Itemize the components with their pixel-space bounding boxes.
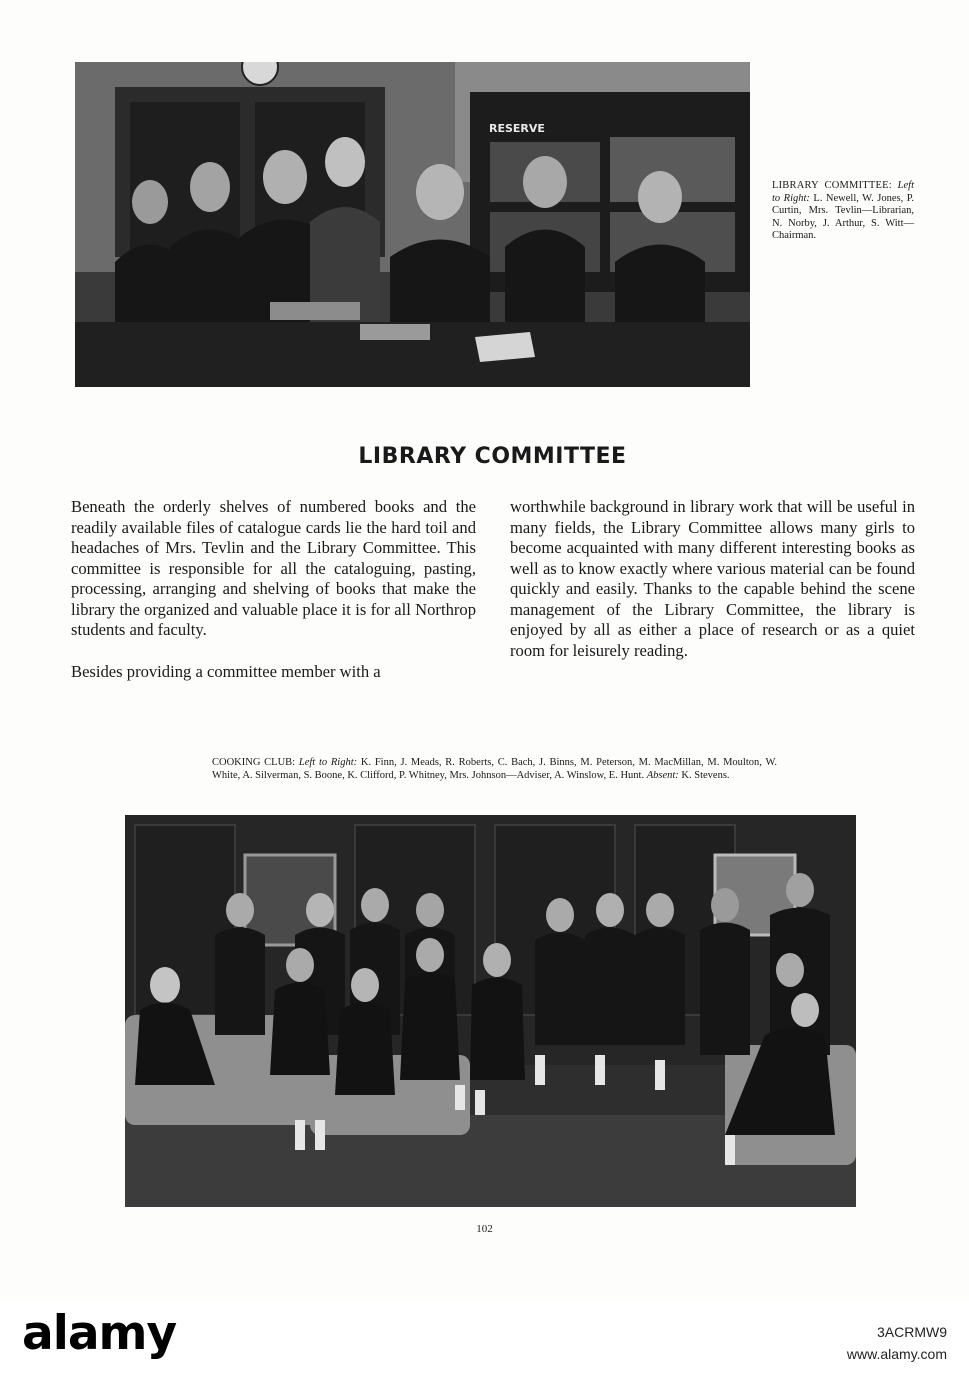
image-id: 3ACRMW9 [876, 1324, 947, 1340]
cooking-caption-absent-label: Absent: [646, 770, 679, 781]
caption-names: L. Newell, W. Jones, P. Curtin, Mrs. Tevlin—Librarian, N. Norby, J. Arthur, S. Witt—Chairman. [772, 192, 914, 241]
article-column-left [71, 497, 476, 703]
paragraph-1: Beneath the orderly shelves of numbered books and the readily available files of catalogue cards lie the hard toil and headaches of Mrs. Tevlin and the Library Committee. This committee is responsible for all the cataloguing, pasting, processing, arranging and shelving of books that make the library the organized and valuable place it is for all Northrop students and faculty. [71, 497, 476, 639]
cooking-caption-lead: COOKING CLUB: [212, 757, 296, 768]
library-committee-caption [772, 180, 914, 243]
cooking-club-caption [212, 756, 777, 782]
cooking-caption-names: K. Finn, J. Meads, R. Roberts, C. Bach, J. Binns, M. Peterson, M. MacMillan, M. Moulton, W. White, A. Silverman, S. Boone, K. Clifford, P. Whitney, Mrs. Johnson—Adviser, A. Winslow, E. Hunt. [212, 757, 778, 781]
cooking-caption-left-to-right: Left to Right: [298, 757, 358, 768]
article-column-right [510, 497, 915, 682]
cooking-caption-absent-names: K. Stevens. [681, 770, 730, 781]
paragraph-2-start: Besides providing a committee member with a [71, 661, 381, 681]
alamy-logo: alamy [22, 1306, 177, 1361]
cooking-club-photo [125, 815, 856, 1207]
reserve-sign: RESERVE [489, 122, 545, 135]
watermark-url: www.alamy.com [846, 1346, 947, 1362]
paragraph-2-continued: worthwhile background in library work that will be useful in many fields, the Library Committee allows many girls to become acquainted with many different interesting books as well as to know exactly where various material can be found quickly and easily. Thanks to the capable behind the scene management of the Library Committee, the library is enjoyed by all as either a place of research or as a quiet room for leisurely reading. [510, 497, 915, 660]
caption-lead: LIBRARY COMMITTEE: [772, 180, 892, 191]
page-number: 102 [476, 1223, 493, 1235]
library-committee-photo [75, 62, 750, 387]
caption-left-to-right: Left to Right: [772, 180, 915, 204]
article-title: LIBRARY COMMITTEE [358, 444, 627, 469]
